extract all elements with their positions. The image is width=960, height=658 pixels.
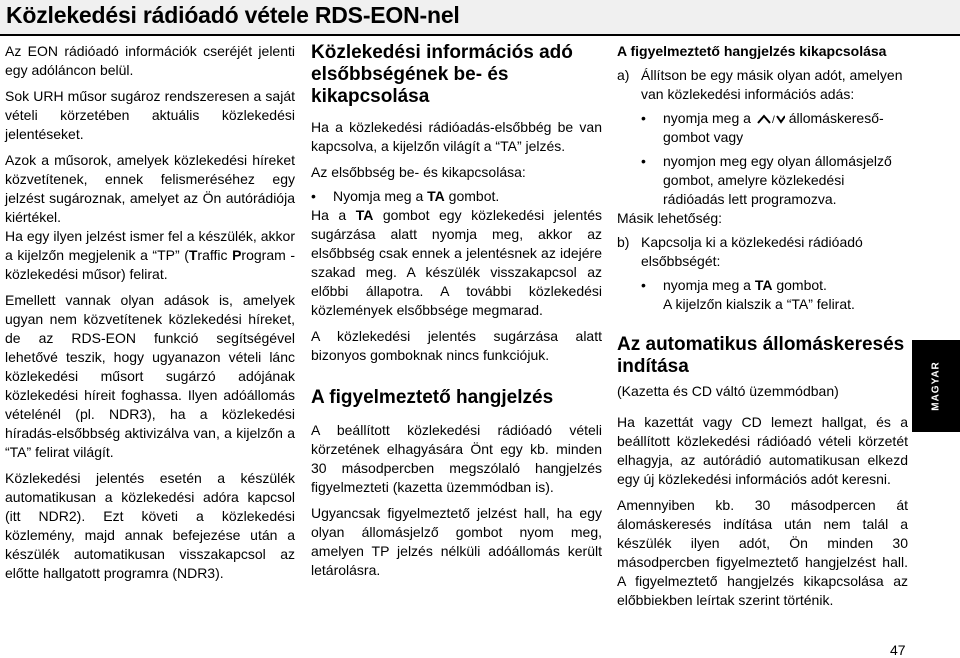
bullet-preset-button: • nyomjon meg egy olyan állomásjelző gombot, amelyre közlekedési rádióadás lett programozva.	[641, 153, 892, 207]
option-a: a) Állítson be egy másik olyan adót, amelyen van közlekedési információs adás:	[617, 67, 903, 102]
language-tab-label: MAGYAR	[930, 361, 942, 411]
page-number: 47	[890, 642, 906, 658]
bullet-icon: •	[641, 277, 646, 293]
bullet-icon: •	[311, 188, 316, 204]
paragraph-warning-tone: A beállított közlekedési rádióadó vételi körzetének elhagyására Önt egy kb. minden 30 másodpercben megszólaló hangjelzés figyelmezteti (kazetta üzemmódban is).	[311, 422, 602, 495]
column-1	[5, 42, 295, 583]
svg-text:/: /	[771, 115, 775, 126]
heading-auto-search: Az automatikus állomáskeresés indítása	[617, 334, 905, 377]
heading-priority-toggle: Közlekedési információs adó elsőbbségének be- és kikapcsolása	[311, 42, 573, 107]
subheading-mode: (Kazetta és CD váltó üzemmódban)	[617, 383, 839, 399]
paragraph-alternative: Másik lehetőség:	[617, 210, 723, 226]
bullet-icon: •	[641, 153, 646, 169]
paragraph-toggle-label: Az elsőbbség be- és kikapcsolása:	[311, 164, 526, 180]
page-title: Közlekedési rádióadó vétele RDS-EON-nel	[6, 2, 460, 28]
bullet-press-ta: • Nyomja meg a TA gombot.	[311, 188, 500, 204]
paragraph-rds-eon: Emellett vannak olyan adások is, amelyek ugyan nem közvetítenek közlekedési híreket, de az RDS-EON funkció segítségével lehetővé teszik, hogy ugyanazon vételi lánc közlekedési műsort sugárzó adójának közlekedési híreit foghassa. Ilyen adóállomás vételénél (pl. NDR3), ha a közlekedési híradás-elsőbbség aktivizálva van, a kijelzőn a “TA” felirat világít.	[5, 292, 295, 460]
heading-disable-warning: A figyelmeztető hangjelzés kikapcsolása	[617, 43, 887, 59]
paragraph-signal: Azok a műsorok, amelyek közlekedési híreket közvetítenek, ennek felismeréséhez egy jelzést sugároznak, amelyet az Ön autórádiója kiértékel.	[5, 152, 295, 225]
paragraph-ta-indicator: Ha a közlekedési rádióadás-elsőbbég be van kapcsolva, a kijelzőn világít a “TA” jelzés.	[311, 119, 602, 154]
seek-up-down-icon	[755, 113, 785, 125]
paragraph-auto-search: Ha kazettát vagy CD lemezt hallgat, és a beállított közlekedési rádióadó vételi körzetét elhagyja, az autórádió automatikusan elkezd egy új közlekedési információs adót keresni.	[617, 414, 908, 487]
language-tab	[912, 340, 960, 432]
paragraph-tp-display: Ha egy ilyen jelzést ismer fel a készülék, akkor a kijelzőn megjelenik a “TP” (Traffic Program - közlekedési műsor) felirat.	[5, 228, 295, 282]
paragraph-urh: Sok URH műsor sugároz rendszeresen a saját vételi körzetében aktuális közlekedési jelentéseket.	[5, 88, 295, 142]
heading-warning-tone: A figyelmeztető hangjelzés	[311, 387, 554, 408]
bullet-press-ta-off: • nyomja meg a TA gombot. A kijelzőn kialszik a “TA” felirat.	[641, 277, 855, 312]
bullet-seek: • nyomja meg a / állomáskereső-gombot vagy	[641, 110, 884, 145]
paragraph-auto-switch: Közlekedési jelentés esetén a készülék automatikusan a közlekedési adóra kapcsol (itt NDR2). Ezt követi a közlekedési közlemény, majd annak befejezése után a készülék automatikusan visszakapcsol az előtte hallgatott programra (NDR3).	[5, 470, 295, 581]
paragraph-search-timeout: Amennyiben kb. 30 másodpercen át álomáskeresés indítása után nem talál a készülék ilyen adót, Ön minden 30 másodpercben figyelmeztető hangjelzést hall. A figyelmeztető hangjelzés kikapcsolása az előbbiekben leírtak szerint történik.	[617, 497, 908, 608]
paragraph-ta-during-report: Ha a TA gombot egy közlekedési jelentés sugárzása alatt nyomja meg, akkor az elsőbbség csak ennek a jelentésnek az idejére szakad meg. A készülék visszakapcsol az előbbi állapotra. A további közlekedési közlemények elsőbbsége megmarad.	[311, 207, 602, 318]
paragraph-preset-warning: Ugyancsak figyelmeztető jelzést hall, ha egy olyan állomásjelző gombot nyom meg, amelyen TP jelzés nélküli adóállomás került letárolásra.	[311, 505, 602, 578]
column-3	[617, 42, 908, 610]
paragraph-eon-intro: Az EON rádióadó információk cseréjét jelenti egy adóláncon belül.	[5, 43, 295, 78]
column-2	[311, 42, 602, 580]
title-bar	[0, 0, 960, 36]
option-b: b) Kapcsolja ki a közlekedési rádióadó elsőbbségét:	[617, 234, 863, 269]
paragraph-buttons-disabled: A közlekedési jelentés sugárzása alatt bizonyos gomboknak nincs funkciójuk.	[311, 328, 602, 363]
bullet-icon: •	[641, 110, 646, 126]
